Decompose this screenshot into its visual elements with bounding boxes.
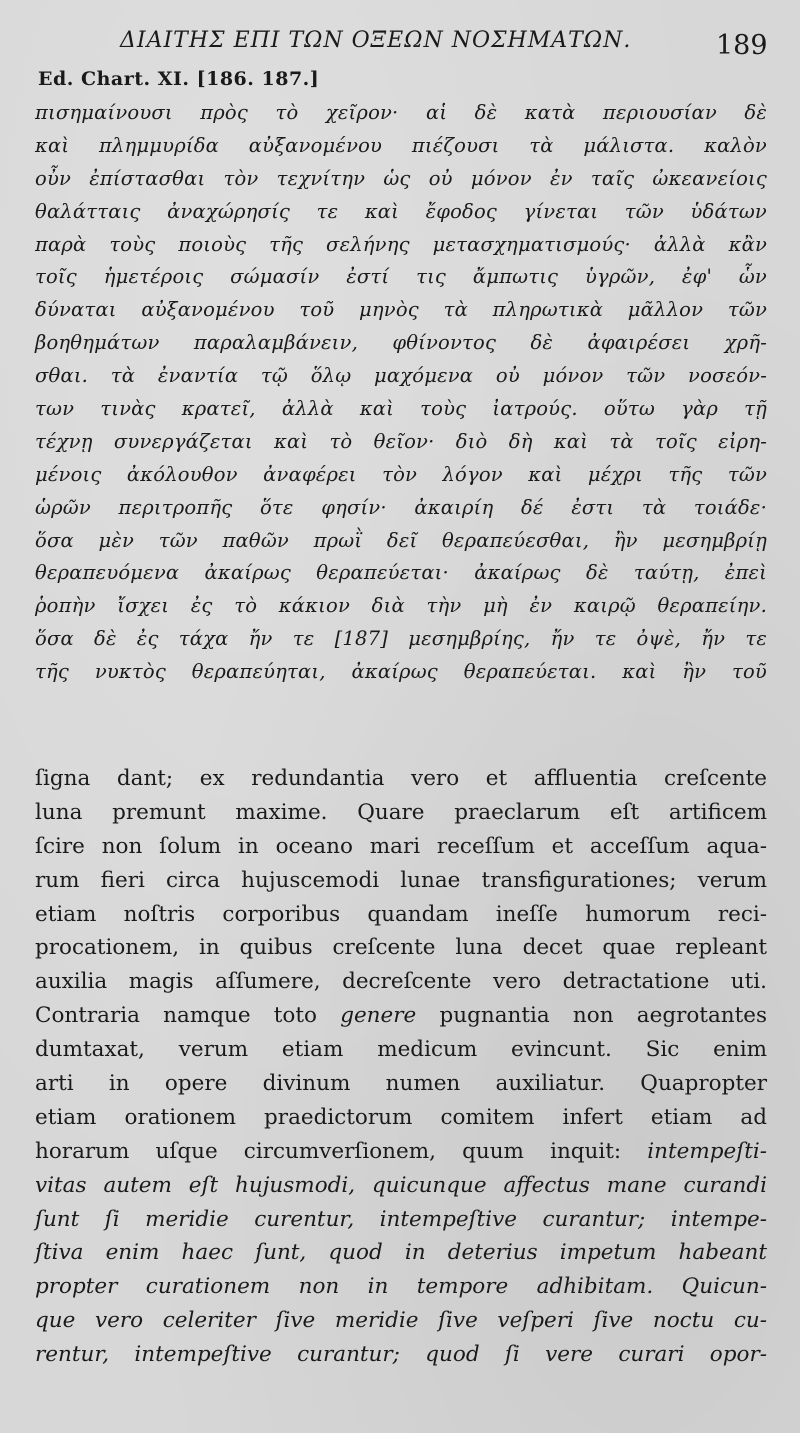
- latin-italic-line: que vero celeriter ſive meridie ſive veſperi ſive noctu cu-: [35, 1308, 767, 1334]
- latin-italic-fragment: genere: [340, 1003, 417, 1029]
- page-number: 189: [716, 30, 768, 61]
- greek-line: των τινὰς κρατεῖ, ἀλλὰ καὶ τοὺς ἰατρούς. οὕτω γὰρ τῇ: [35, 397, 767, 421]
- greek-text-block: [35, 97, 767, 689]
- greek-line: θαλάτταις ἀναχώρησίς τε καὶ ἔφοδος γίνεται τῶν ὑδάτων: [35, 199, 767, 223]
- greek-line: βοηθημάτων παραλαμβάνειν, φθίνοντος δὲ ἀφαιρέσει χρῆ-: [35, 331, 767, 355]
- greek-line: δύναται αὐξανομένου τοῦ μηνὸς τὰ πληρωτικὰ μᾶλλον τῶν: [35, 298, 767, 322]
- latin-italic-line: vitas autem eſt hujusmodi, quicunque affectus mane curandi: [35, 1172, 767, 1198]
- greek-line: πισημαίνουσι πρὸς τὸ χεῖρον· αἱ δὲ κατὰ περιουσίαν δὲ: [35, 101, 767, 124]
- latin-italic-fragment: intempeſti-: [647, 1138, 767, 1164]
- greek-line: σθαι. τὰ ἐναντία τῷ ὅλῳ μαχόμενα οὐ μόνον τῶν νοσεόν-: [35, 364, 767, 388]
- latin-fragment: Contraria namque toto: [35, 1003, 317, 1029]
- greek-line: μένοις ἀκόλουθον ἀναφέρει τὸν λόγον καὶ μέχρι τῆς τῶν: [35, 462, 767, 486]
- greek-line: ὅσα δὲ ἐς τάχα ἤν τε [187] μεσημβρίης, ἤν τε ὀψὲ, ἤν τε: [35, 627, 767, 651]
- latin-line: [35, 999, 767, 1033]
- greek-line: παρὰ τοὺς ποιοὺς τῆς σελήνης μετασχηματισμούς· ἀλλὰ κἂν: [35, 232, 767, 256]
- latin-line: rum fieri circa hujuscemodi lunae transfigurationes; verum: [35, 867, 767, 893]
- latin-line: auxilia magis aſſumere, decreſcente vero detractatione uti.: [35, 969, 767, 995]
- greek-line: τοῖς ἡμετέροις σώμασίν ἐστί τις ἄμπωτις ὑγρῶν, ἐφ' ὧν: [35, 265, 767, 289]
- latin-line: etiam orationem praedictorum comitem infert etiam ad: [35, 1104, 767, 1130]
- running-title: ΔΙΑΙΤΗΣ ΕΠΙ ΤΩΝ ΟΞΕΩΝ ΝΟΣΗΜΑΤΩΝ.: [120, 28, 632, 53]
- greek-line: τέχνῃ συνεργάζεται καὶ τὸ θεῖον· διὸ δὴ καὶ τὰ τοῖς εἰρη-: [35, 429, 767, 453]
- greek-line: ῥοπὴν ἴσχει ἐς τὸ κάκιον διὰ τὴν μὴ ἐν καιρῷ θεραπείην.: [35, 594, 767, 618]
- latin-italic-line: propter curationem non in tempore adhibitam. Quicun-: [35, 1274, 767, 1300]
- greek-line: ὡρῶν περιτροπῆς ὅτε φησίν· ἀκαιρίη δέ ἐστι τὰ τοιάδε·: [35, 495, 767, 519]
- latin-italic-line: ſtiva enim haec ſunt, quod in deterius impetum habeant: [35, 1240, 767, 1266]
- latin-line: ſcire non ſolum in oceano mari receſſum et acceſſum aqua-: [35, 833, 767, 859]
- latin-italic-line: ſunt ſi meridie curentur, intempeſtive curantur; intempe-: [35, 1206, 767, 1232]
- greek-line: θεραπευόμενα ἀκαίρως θεραπεύεται· ἀκαίρως δὲ ταύτῃ, ἐπεὶ: [35, 561, 767, 585]
- latin-line: etiam noſtris corporibus quandam ineſſe humorum reci-: [35, 901, 767, 927]
- latin-text-block: [35, 762, 767, 1372]
- latin-fragment: pugnantia non aegrotantes: [439, 1003, 768, 1029]
- latin-fragment: horarum uſque circumverſionem, quum inquit:: [35, 1138, 622, 1164]
- edition-reference: Ed. Chart. XI. [186. 187.]: [38, 68, 320, 90]
- greek-line: ὅσα μὲν τῶν παθῶν πρωῒ δεῖ θεραπεύεσθαι, ἢν μεσημβρίῃ: [35, 528, 767, 552]
- latin-line: procationem, in quibus creſcente luna decet quae repleant: [35, 935, 767, 961]
- latin-line: dumtaxat, verum etiam medicum evincunt. Sic enim: [35, 1037, 767, 1063]
- latin-line: luna premunt maxime. Quare praeclarum eſt artificem: [35, 799, 767, 825]
- greek-line: καὶ πλημμυρίδα αὐξανομένου πιέζουσι τὰ μάλιστα. καλὸν: [35, 133, 767, 157]
- latin-line: ſigna dant; ex redundantia vero et affluentia creſcente: [35, 766, 767, 791]
- latin-line: [35, 1135, 767, 1169]
- greek-line: τῆς νυκτὸς θεραπεύηται, ἀκαίρως θεραπεύεται. καὶ ἢν τοῦ: [35, 660, 767, 684]
- greek-line: οὖν ἐπίστασθαι τὸν τεχνίτην ὡς οὐ μόνον ἐν ταῖς ὠκεανείοις: [35, 166, 767, 190]
- latin-line: arti in opere divinum numen auxiliatur. Quapropter: [35, 1071, 767, 1097]
- latin-italic-line: rentur, intempeſtive curantur; quod ſi vere curari opor-: [35, 1342, 767, 1368]
